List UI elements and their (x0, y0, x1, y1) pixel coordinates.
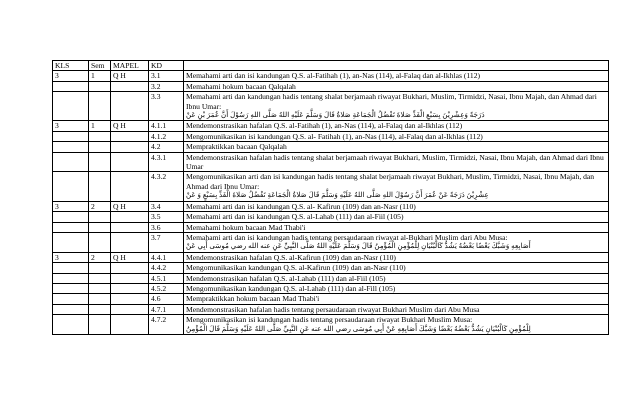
description-text: Mendemonstrasikan hafalan Q.S. al-Kafirun (109) dan an-Nasr (110) (186, 252, 396, 262)
cell-kls (53, 283, 89, 293)
cell-mapel (111, 263, 149, 273)
description-text: Memahami arti dan isi kandungan Q.S. al-Lahab (111) dan al-Fiil (105) (186, 212, 404, 222)
cell-kd: 4.5.2 (149, 283, 184, 293)
table-body (53, 71, 609, 335)
cell-description (184, 232, 609, 252)
cell-kd: 4.7.1 (149, 304, 184, 314)
cell-kd: 4.4.1 (149, 252, 184, 262)
cell-mapel (111, 152, 149, 172)
cell-kls (53, 152, 89, 172)
cell-mapel (111, 232, 149, 252)
cell-sem (89, 131, 111, 141)
arabic-hadith-text: دَرَجَةً وَعِشْرِيْنَ بِسَبْعٍ الْفَذِّ صَلاةَ تَفْضُلُ الْجَمَاعَةِ صَلاةُ قَالَ وَسَلَّمَ عَلَيْهِ اللهُ صَلَّى اللهِ رَسُوْلَ أَنَّ عُمَرَ بْنِ عَنْ (186, 111, 485, 120)
table-row (53, 232, 609, 252)
description-text: Memahami arti dan isi kandungan Q.S. al-Fatihah (1), an-Nas (114), al-Falaq dan al-Ikhlas (112) (186, 71, 481, 81)
cell-mapel (111, 304, 149, 314)
cell-kd: 4.1.1 (149, 121, 184, 131)
cell-sem (89, 172, 111, 201)
table-row (53, 152, 609, 172)
cell-sem (89, 212, 111, 222)
description-text: Memahami arti dan isi kandungan hadis tentang persaudaraan riwayat al-Bukhari Muslim dari Abu Musa: (186, 232, 508, 242)
cell-description (184, 71, 609, 81)
cell-kd: 4.5.1 (149, 273, 184, 283)
table-row (53, 131, 609, 141)
cell-description (184, 252, 609, 262)
description-text: Memahami hokum bacaan Mad Thabi'i (186, 222, 306, 232)
cell-sem (89, 315, 111, 335)
cell-mapel (111, 294, 149, 304)
cell-sem (89, 92, 111, 121)
cell-mapel (111, 212, 149, 222)
document-page (52, 60, 608, 335)
cell-description (184, 294, 609, 304)
cell-sem (89, 263, 111, 273)
cell-kd: 4.3.1 (149, 152, 184, 172)
description-text: Mengomunikasikan kandungan Q.S. al-Kafirun (109) dan an-Nasr (110) (186, 263, 406, 273)
cell-kd: 3.4 (149, 201, 184, 211)
cell-description (184, 201, 609, 211)
description-text: Mendemonstrasikan hafalan hadis tentang shalat berjamaah riwayat Bukhari, Muslim, Tirmidzi, Nasai, Ibnu Majah, dan Ahmad dari Ibnu Umar (186, 152, 604, 172)
description-text: Mengomunikasikan kandungan Q.S. al-Lahab (111) dan al-Fill (105) (186, 283, 396, 293)
cell-sem (89, 283, 111, 293)
table-row (53, 212, 609, 222)
cell-kd: 3.5 (149, 212, 184, 222)
cell-kls (53, 304, 89, 314)
cell-mapel (111, 315, 149, 335)
header-kls: KLS (53, 61, 89, 71)
cell-sem (89, 152, 111, 172)
cell-kls (53, 81, 89, 91)
cell-kls (53, 212, 89, 222)
cell-sem (89, 142, 111, 152)
table-row (53, 142, 609, 152)
cell-description (184, 212, 609, 222)
cell-sem (89, 273, 111, 283)
description-text: Mendemonstrasikan hafalan Q.S. al-Fatihah (1), an-Nas (114), al-Falaq dan al-Ikhlas (112) (186, 121, 463, 131)
cell-description (184, 273, 609, 283)
cell-kls: 3 (53, 201, 89, 211)
cell-sem: 1 (89, 71, 111, 81)
cell-kd: 3.2 (149, 81, 184, 91)
cell-description (184, 315, 609, 335)
cell-kd: 4.1.2 (149, 131, 184, 141)
description-text: Memahami arti dan kandungan hadis tentang shalat berjamaah riwayat Bukhari, Muslim, Tirmidzi, Nasai, Ibnu Majah, dan Ahmad dari Ibnu Umar: (186, 92, 597, 111)
table-row (53, 201, 609, 211)
cell-kd: 4.7.2 (149, 315, 184, 335)
cell-kls (53, 131, 89, 141)
table-row (53, 92, 609, 121)
description-text: Mempraktikkan hokum bacaan Mad Thabi'i (186, 294, 320, 304)
cell-kd: 3.6 (149, 222, 184, 232)
cell-kls: 3 (53, 252, 89, 262)
cell-sem (89, 304, 111, 314)
cell-mapel (111, 283, 149, 293)
cell-description (184, 304, 609, 314)
table-row (53, 252, 609, 262)
cell-kls: 3 (53, 71, 89, 81)
cell-kls (53, 315, 89, 335)
cell-mapel (111, 222, 149, 232)
table-row (53, 222, 609, 232)
cell-kd: 4.3.2 (149, 172, 184, 201)
cell-kls (53, 273, 89, 283)
arabic-hadith-text: لِلْمُؤْمِنِ كَالْبُنْيَانِ يَشُدُّ بَعْضُهُ بَعْضًا وَشَبَّكَ أَصَابِعِهِ عَنْ أَبِي مُوسَى رضي الله عنه عَنِ النَّبِيِّ صَلَّى اللهُ عَلَيْهِ وَسَلَّمَ قَالَ الْمُؤْمِنُ (186, 324, 531, 333)
description-text: Memahami hokum bacaan Qalqalah (186, 81, 296, 91)
cell-description (184, 283, 609, 293)
cell-kls (53, 142, 89, 152)
table-row (53, 172, 609, 201)
cell-kls (53, 222, 89, 232)
table-row (53, 283, 609, 293)
arabic-hadith-text: أَصَابِعِهِ وَشَبَّكَ بَعْضًا بَعْضُهُ يَشُدُّ كَالْبُنْيَانِ لِلْمُؤْمِنِ الْمُؤْمِنُ قَالَ وَسَلَّمَ عَلَيْهِ اللهُ صَلَّى النَّبِيِّ عَنِ عنه الله رضي مُوسَى أَبِي عَنْ (186, 242, 531, 251)
description-text: Memahami arti dan isi kandungan Q.S. al- Kafirun (109) dan an-Nasr (110) (186, 201, 416, 211)
cell-mapel: Q H (111, 121, 149, 131)
header-description (184, 61, 609, 71)
cell-mapel (111, 273, 149, 283)
cell-mapel (111, 92, 149, 121)
cell-kd: 4.2 (149, 142, 184, 152)
description-text: Mengomunikasikan arti dan isi kandungan hadis tentang shalat berjamaah riwayat Bukhari, Muslim, Tirmidzi, Nasai, Ibnu Majah, dan Ahmad dari Ibnu Umar: (186, 172, 595, 191)
arabic-hadith-text: عِشْرِيْنَ دَرَجَةً عَنْ عُمَرَ أَنَّ رَسُوْلَ اللهِ صَلَّى اللهُ عَلَيْهِ وَسَلَّمَ قَالَ صَلاةُ الْجَمَاعَةِ تَفْضُلُ صَلاةَ الْفَذِّ بِسَبْعٍ وَ عَنْ (186, 191, 489, 200)
cell-kd: 4.4.2 (149, 263, 184, 273)
cell-mapel: Q H (111, 252, 149, 262)
cell-description (184, 263, 609, 273)
cell-description (184, 222, 609, 232)
description-text: Mendemonstrasikan hafalan hadis tentang persaudaraan riwayat Bukhari Muslim dari Abu Musa (186, 304, 480, 314)
cell-sem: 2 (89, 252, 111, 262)
cell-sem (89, 232, 111, 252)
cell-mapel (111, 131, 149, 141)
cell-description (184, 81, 609, 91)
table-row (53, 81, 609, 91)
cell-sem (89, 222, 111, 232)
kd-table (52, 60, 609, 335)
table-row (53, 273, 609, 283)
table-row (53, 121, 609, 131)
cell-kls (53, 294, 89, 304)
table-row (53, 263, 609, 273)
header-sem: Sem (89, 61, 111, 71)
table-row (53, 71, 609, 81)
description-text: Mengomunikasikan isi kandungan hadis tentang persaudaraan riwayat Bukhari Muslim Musa: (186, 315, 473, 325)
cell-description (184, 142, 609, 152)
cell-mapel (111, 142, 149, 152)
cell-kls (53, 92, 89, 121)
cell-sem (89, 81, 111, 91)
cell-sem: 2 (89, 201, 111, 211)
cell-description (184, 172, 609, 201)
table-row (53, 304, 609, 314)
cell-mapel (111, 81, 149, 91)
table-header-row (53, 61, 609, 71)
cell-kd: 3.3 (149, 92, 184, 121)
header-kd: KD (149, 61, 184, 71)
cell-kls: 3 (53, 121, 89, 131)
cell-mapel (111, 172, 149, 201)
cell-description (184, 152, 609, 172)
cell-kls (53, 263, 89, 273)
cell-kd: 3.1 (149, 71, 184, 81)
cell-sem: 1 (89, 121, 111, 131)
cell-description (184, 121, 609, 131)
description-text: Mengomunikasikan isi kandungan Q.S. al- Fatihah (1), an-Nas (114), al-Falaq dan al-Ikhlas (112) (186, 131, 483, 141)
description-text: Mempraktikkan bacaan Qalqalah (186, 142, 287, 152)
cell-kls (53, 172, 89, 201)
cell-kd: 3.7 (149, 232, 184, 252)
cell-mapel: Q H (111, 71, 149, 81)
cell-mapel: Q H (111, 201, 149, 211)
cell-kls (53, 232, 89, 252)
description-text: Mendemonstrasikan hafalan Q.S. al-Lahab (111) dan al-Fiil (105) (186, 273, 386, 283)
header-mapel: MAPEL (111, 61, 149, 71)
cell-kd: 4.6 (149, 294, 184, 304)
cell-description (184, 131, 609, 141)
cell-description (184, 92, 609, 121)
table-row (53, 294, 609, 304)
cell-sem (89, 294, 111, 304)
table-row (53, 315, 609, 335)
